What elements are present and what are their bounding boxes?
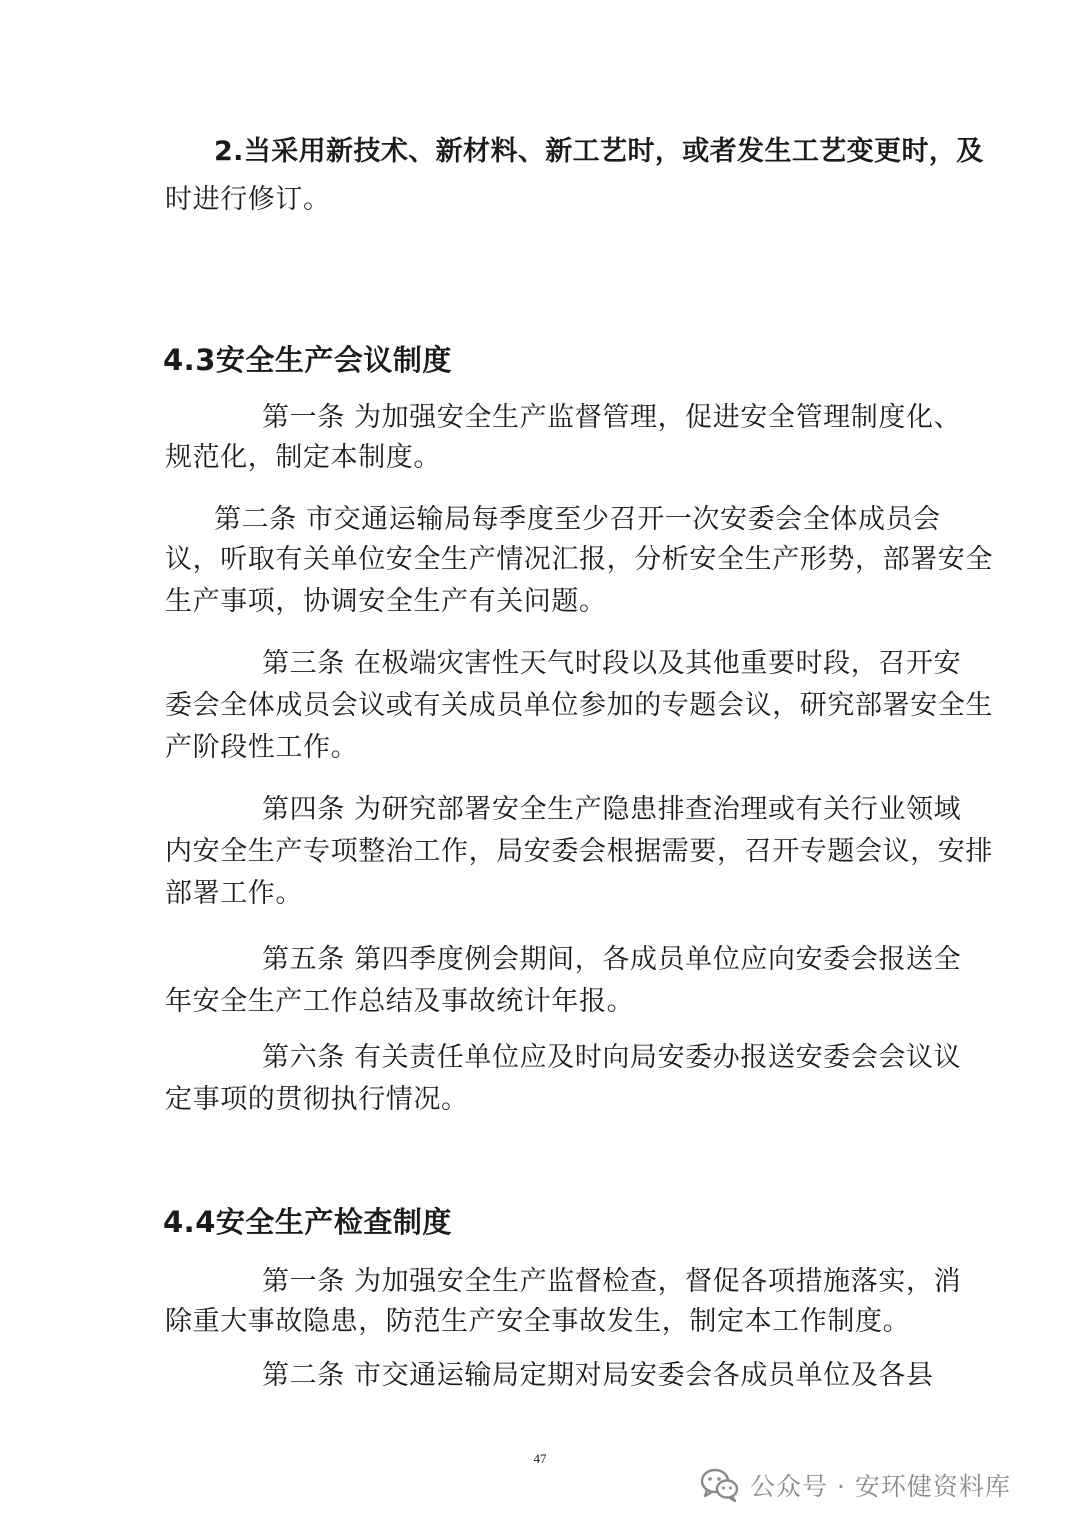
- article-4-3-4-line-3: 部署工作。: [165, 878, 303, 909]
- article-4-3-1-line-2: 规范化，制定本制度。: [165, 442, 441, 473]
- paragraph-1-line-2: 时进行修订。: [165, 184, 331, 215]
- section-heading-4-4: 4.4安全生产检查制度: [163, 1205, 452, 1239]
- article-4-3-3-line-2: 委会全体成员会议或有关成员单位参加的专题会议，研究部署安全生: [165, 690, 993, 721]
- wechat-icon: [700, 1467, 740, 1503]
- article-4-4-1-line-1: 第一条 为加强安全生产监督检查，督促各项措施落实，消: [262, 1266, 962, 1297]
- article-4-3-4-line-2: 内安全生产专项整治工作，局安委会根据需要，召开专题会议，安排: [165, 836, 993, 867]
- article-4-3-5-line-2: 年安全生产工作总结及事故统计年报。: [165, 986, 635, 1017]
- article-4-3-2-line-2: 议，听取有关单位安全生产情况汇报，分析安全生产形势，部署安全: [165, 544, 993, 575]
- article-4-3-2-line-3: 生产事项，协调安全生产有关问题。: [165, 586, 607, 617]
- article-4-3-3-line-3: 产阶段性工作。: [165, 732, 359, 763]
- article-4-3-3-line-1: 第三条 在极端灾害性天气时段以及其他重要时段，召开安: [262, 648, 962, 679]
- article-4-4-1-line-2: 除重大事故隐患，防范生产安全事故发生，制定本工作制度。: [165, 1306, 911, 1337]
- article-4-3-2-line-1: 第二条 市交通运输局每季度至少召开一次安委会全体成员会: [214, 504, 941, 535]
- page-number: 47: [533, 1451, 547, 1466]
- watermark: [700, 1460, 1011, 1510]
- paragraph-1-line-1: 2.当采用新技术、新材料、新工艺时，或者发生工艺变更时，及: [214, 136, 984, 167]
- article-4-4-2-line-1: 第二条 市交通运输局定期对局安委会各成员单位及各县: [262, 1360, 934, 1391]
- article-4-3-5-line-1: 第五条 第四季度例会期间，各成员单位应向安委会报送全: [262, 944, 962, 975]
- article-4-3-6-line-2: 定事项的贯彻执行情况。: [165, 1084, 469, 1115]
- article-4-3-1-line-1: 第一条 为加强安全生产监督管理，促进安全管理制度化、: [262, 402, 962, 433]
- section-heading-4-3: 4.3安全生产会议制度: [163, 343, 452, 377]
- article-4-3-4-line-1: 第四条 为研究部署安全生产隐患排查治理或有关行业领域: [262, 794, 962, 825]
- watermark-text: 公众号 · 安环健资料库: [750, 1472, 1011, 1501]
- article-4-3-6-line-1: 第六条 有关责任单位应及时向局安委办报送安委会会议议: [262, 1042, 962, 1073]
